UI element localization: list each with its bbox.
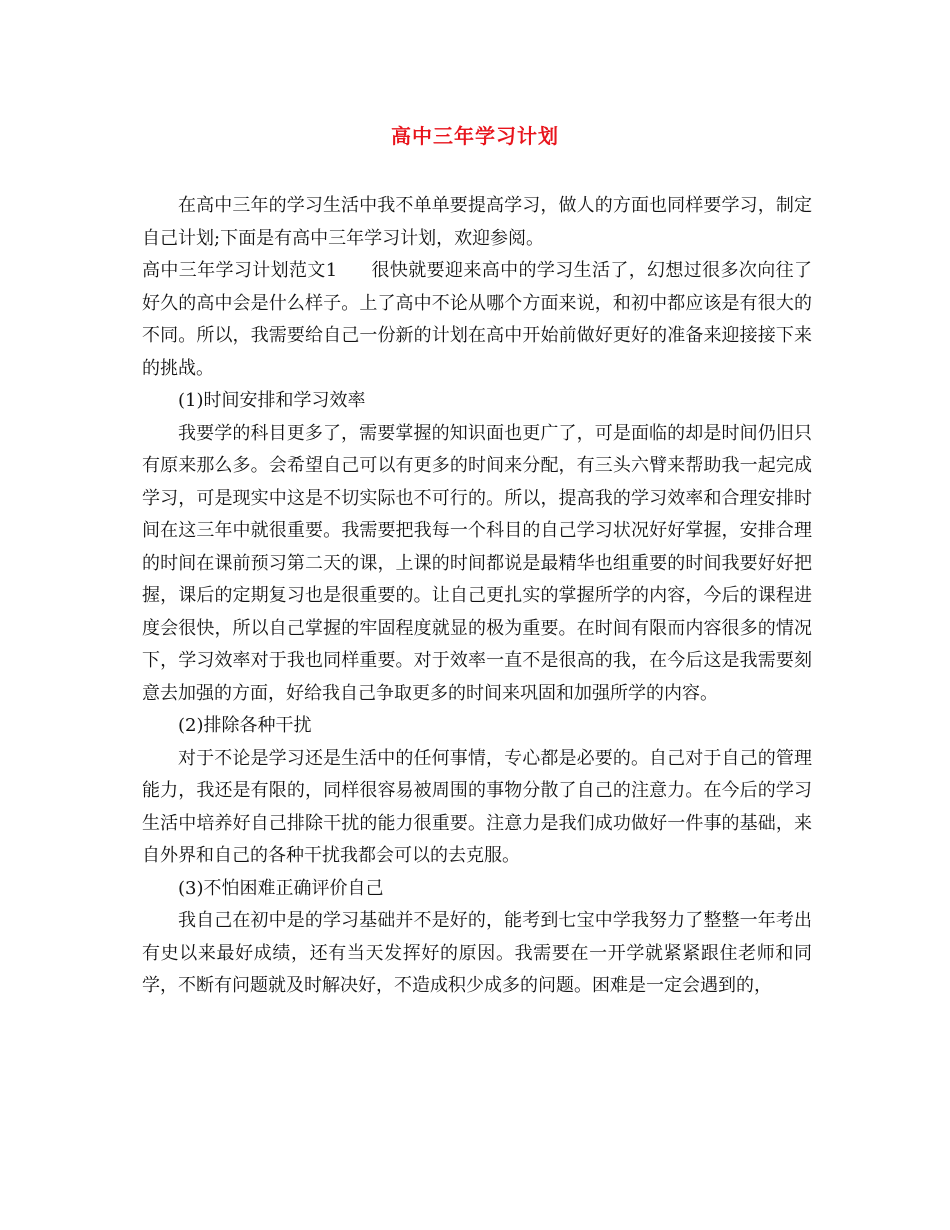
section-paragraph-2: 对于不论是学习还是生活中的任何事情，专心都是必要的。自己对于自己的管理能力，我还是有限的，同样很容易被周围的事物分散了自己的注意力。在今后的学习生活中培养好自己排除干扰的能力很重要。注意力是我们成功做好一件事的基础，来自外界和自己的各种干扰我都会可以的去克服。 [142, 747, 812, 866]
section-heading-2: (2)排除各种干扰 [178, 715, 312, 736]
document-title: 高中三年学习计划 [391, 124, 559, 148]
section-paragraph-3: 我自己在初中是的学习基础并不是好的，能考到七宝中学我努力了整整一年考出有史以来最好成绩，还有当天发挥好的原因。我需要在一开学就紧紧跟住老师和同学，不断有问题就及时解决好，不造成积少成多的问题。困难是一定会遇到的， [142, 910, 812, 996]
sample-label: 高中三年学习计划范文1 [142, 260, 338, 281]
section-paragraph-1: 我要学的科目更多了，需要掌握的知识面也更广了，可是面临的却是时间仍旧只有原来那么多。会希望自己可以有更多的时间来分配，有三头六臂来帮助我一起完成学习，可是现实中这是不切实际也不可行的。所以，提高我的学习效率和合理安排时间在这三年中就很重要。我需要把我每一个科目的自己学习状况好好掌握，安排合理的时间在课前预习第二天的课，上课的时间都说是最精华也组重要的时间我要好好把握，课后的定期复习也是很重要的。让自己更扎实的掌握所学的内容，今后的课程进度会很快，所以自己掌握的牢固程度就显的极为重要。在时间有限而内容很多的情况下，学习效率对于我也同样重要。对于效率一直不是很高的我，在今后这是我需要刻意去加强的方面，好给我自己争取更多的时间来巩固和加强所学的内容。 [142, 422, 812, 704]
sample-text: 很快就要迎来高中的学习生活了，幻想过很多次向往了好久的高中会是什么样子。上了高中不论从哪个方面来说，和初中都应该是有很大的不同。所以，我需要给自己一份新的计划在高中开始前做好更好的准备来迎接接下来的挑战。 [142, 260, 813, 379]
sample-paragraph [142, 255, 812, 385]
intro-paragraph: 在高中三年的学习生活中我不单单要提高学习，做人的方面也同样要学习，制定自己计划;下面是有高中三年学习计划，欢迎参阅。 [142, 195, 812, 249]
section-heading-3: (3)不怕困难正确评价自己 [178, 877, 384, 899]
document-body [142, 190, 812, 1003]
section-heading-1: (1)时间安排和学习效率 [178, 390, 366, 411]
